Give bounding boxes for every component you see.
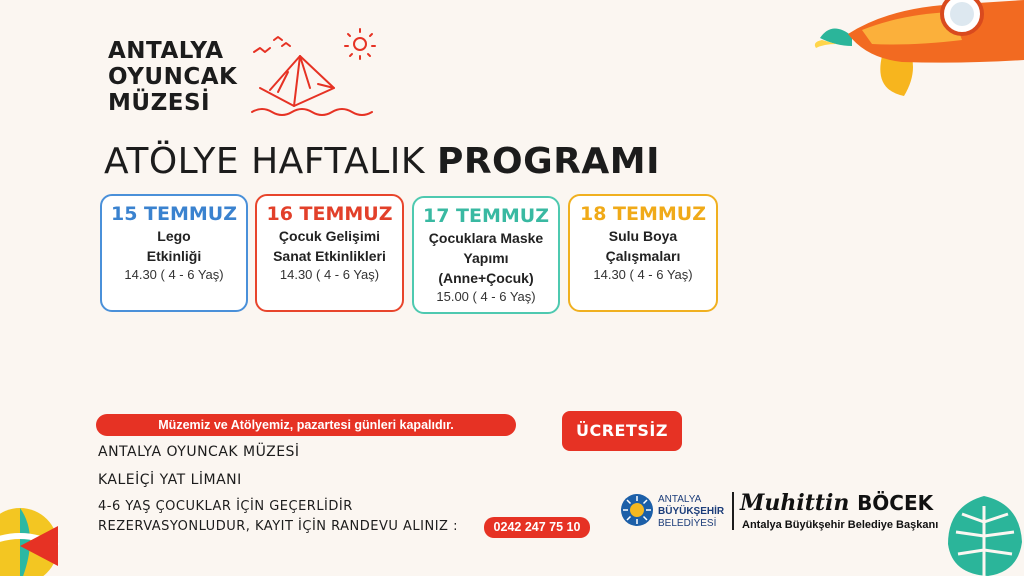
museum-logo [108,38,237,116]
mayor-title: Antalya Büyükşehir Belediye Başkanı [742,519,939,531]
municipality-line-3: BELEDİYESİ [658,518,717,529]
schedule-card-1 [100,194,248,312]
phone-number[interactable]: 0242 247 75 10 [484,517,590,538]
card-date: 17 TEMMUZ [422,205,549,227]
rocket-icon [812,0,1024,100]
card-time: 14.30 ( 4 - 6 Yaş) [124,267,224,282]
card-activity-line: Sanat Etkinlikleri [273,248,386,264]
logo-line-3: MÜZESİ [108,90,211,116]
logo-line-1: ANTALYA [108,38,224,64]
card-activity-line: Çocuk Gelişimi [278,228,381,244]
logo-line-2: OYUNCAK [108,64,238,90]
reservation-text: REZERVASYONLUDUR, KAYIT İÇİN RANDEVU ALINIZ : [98,519,458,534]
schedule-card-2 [255,194,404,312]
sponsor-divider [732,492,734,530]
card-time: 15.00 ( 4 - 6 Yaş) [436,289,536,304]
card-activity-line: Sulu Boya [608,228,678,244]
municipality-logo-icon [620,493,654,527]
card-activity-line: Lego [157,228,191,244]
paper-boat-icon [248,28,388,118]
title-light: ATÖLYE HAFTALIK [104,141,425,182]
leaf-icon [944,492,1024,576]
card-activity-line: Etkinliği [146,248,202,264]
page-title [104,142,660,182]
card-date: 16 TEMMUZ [266,203,393,225]
card-activity-line: Çalışmaları [605,248,681,264]
mayor-name [740,490,933,516]
card-activity-line: (Anne+Çocuk) [438,270,534,286]
card-date: 15 TEMMUZ [110,203,237,225]
beach-ball-icon [0,506,60,576]
municipality-line-2: BÜYÜKŞEHİR [658,506,725,517]
mayor-first-name: Muhittin [740,490,850,516]
free-badge: ÜCRETSİZ [562,411,682,451]
title-bold: PROGRAMI [436,141,661,182]
card-date: 18 TEMMUZ [579,203,706,225]
card-activity-line: Çocuklara Maske [428,230,544,246]
card-time: 14.30 ( 4 - 6 Yaş) [593,267,693,282]
location-text: KALEİÇİ YAT LİMANI [98,472,242,488]
closed-days-notice: Müzemiz ve Atölyemiz, pazartesi günleri kapalıdır. [96,414,516,436]
card-time: 14.30 ( 4 - 6 Yaş) [279,267,380,282]
card-activity-line: Yapımı [463,250,509,266]
schedule-card-3 [412,196,560,314]
schedule-card-4 [568,194,718,312]
municipality-name [658,494,724,530]
municipality-line-1: ANTALYA [658,494,702,505]
museum-name: ANTALYA OYUNCAK MÜZESİ [98,444,300,460]
mayor-last-name: BÖCEK [857,491,934,515]
age-requirement: 4-6 YAŞ ÇOCUKLAR İÇİN GEÇERLİDİR [98,499,353,514]
